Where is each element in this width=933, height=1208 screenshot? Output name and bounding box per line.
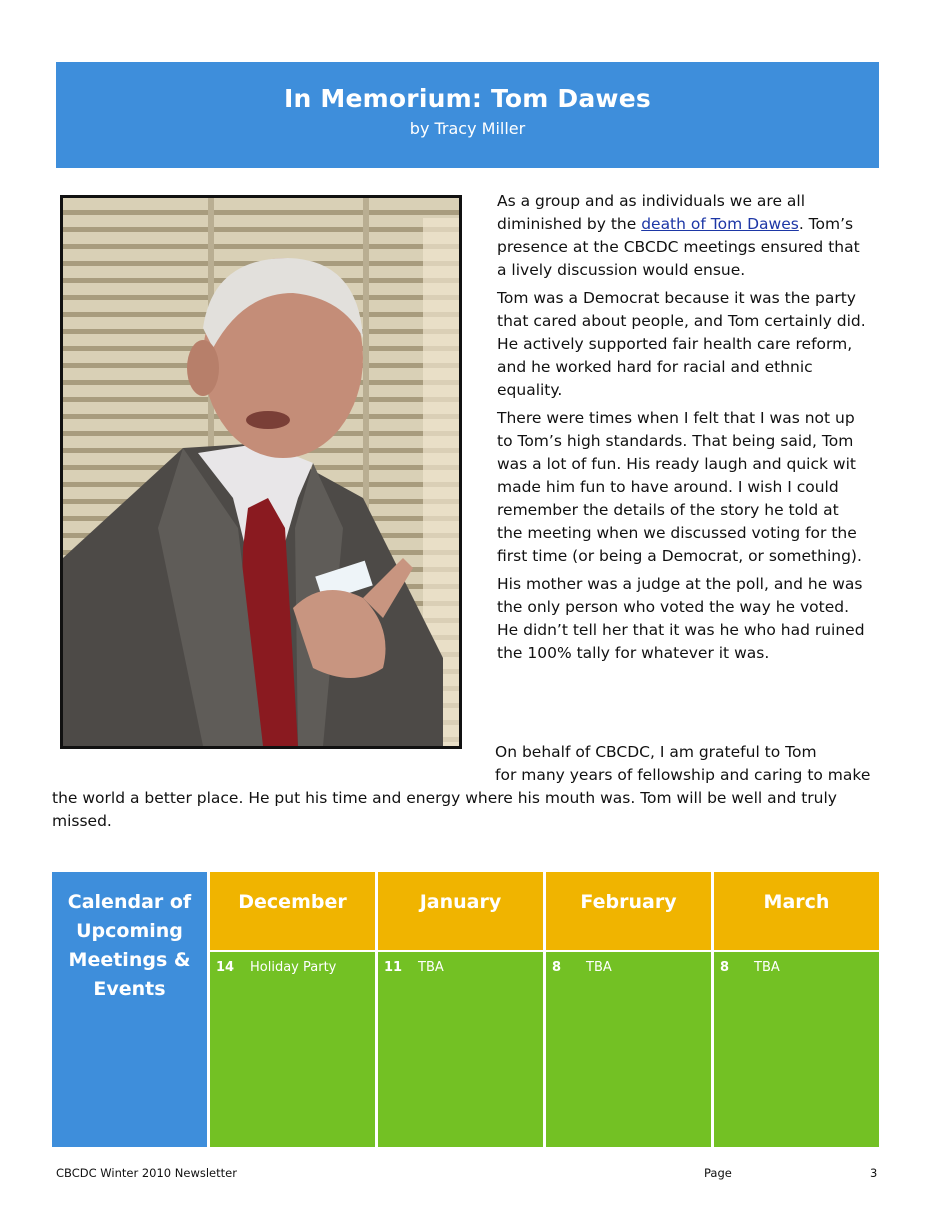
death-of-tom-dawes-link[interactable]: death of Tom Dawes xyxy=(641,215,799,233)
calendar-column-january xyxy=(378,872,543,1147)
article-banner xyxy=(56,62,879,168)
footer-page-label: Page xyxy=(704,1166,732,1180)
paragraph-5 xyxy=(52,741,872,833)
month-header: January xyxy=(378,872,543,950)
month-header: February xyxy=(546,872,711,950)
event-name: TBA xyxy=(418,960,444,975)
event-day: 8 xyxy=(720,960,730,975)
paragraph-2: Tom was a Democrat because it was the party that cared about people, and Tom certainly did. He actively supported fair health care reform, and he worked hard for racial and ethnic equality. xyxy=(497,289,866,399)
paragraph-4: His mother was a judge at the poll, and he was the only person who voted the way he voted. He didn’t tell her that it was he who had ruined the 100% tally for whatever it was. xyxy=(497,575,865,662)
paragraph-1: As a group and as individuals we are all diminished by the death of Tom Dawes. Tom’s presence at the CBCDC meetings ensured that a lively discussion would ensue. xyxy=(497,192,860,279)
event-name: TBA xyxy=(754,960,780,975)
event-name: Holiday Party xyxy=(250,960,337,975)
article-body xyxy=(497,190,869,670)
calendar-column-february xyxy=(546,872,711,1147)
paragraph-5-rest: for many years of fellowship and caring to make the world a better place. He put his time and energy where his mouth was. Tom will be well and truly missed. xyxy=(52,766,871,830)
footer-newsletter-name: CBCDC Winter 2010 Newsletter xyxy=(56,1166,237,1180)
calendar-column-march xyxy=(714,872,879,1147)
month-events xyxy=(378,952,543,1147)
month-header: December xyxy=(210,872,375,950)
event-day: 14 xyxy=(216,960,235,975)
month-events xyxy=(714,952,879,1147)
portrait-photo xyxy=(60,195,462,749)
event-day: 11 xyxy=(384,960,403,975)
footer-page-number: 3 xyxy=(870,1166,878,1180)
calendar-column-december xyxy=(210,872,375,1147)
paragraph-5-first-line: On behalf of CBCDC, I am grateful to Tom xyxy=(495,743,817,761)
article-title: In Memorium: Tom Dawes xyxy=(284,84,651,113)
events-calendar xyxy=(52,872,882,1147)
calendar-title: Calendar of Upcoming Meetings & Events xyxy=(52,872,207,1147)
event-day: 8 xyxy=(552,960,562,975)
event-name: TBA xyxy=(586,960,612,975)
month-header: March xyxy=(714,872,879,950)
month-events xyxy=(210,952,375,1147)
article-byline: by Tracy Miller xyxy=(409,119,526,138)
paragraph-3: There were times when I felt that I was not up to Tom’s high standards. That being said, Tom was a lot of fun. His ready laugh and quick wit made him fun to have around. I wish I could remember the details of the story he told at the meeting when we discussed voting for the first time (or being a Democrat, or something). xyxy=(497,409,862,565)
month-events xyxy=(546,952,711,1147)
